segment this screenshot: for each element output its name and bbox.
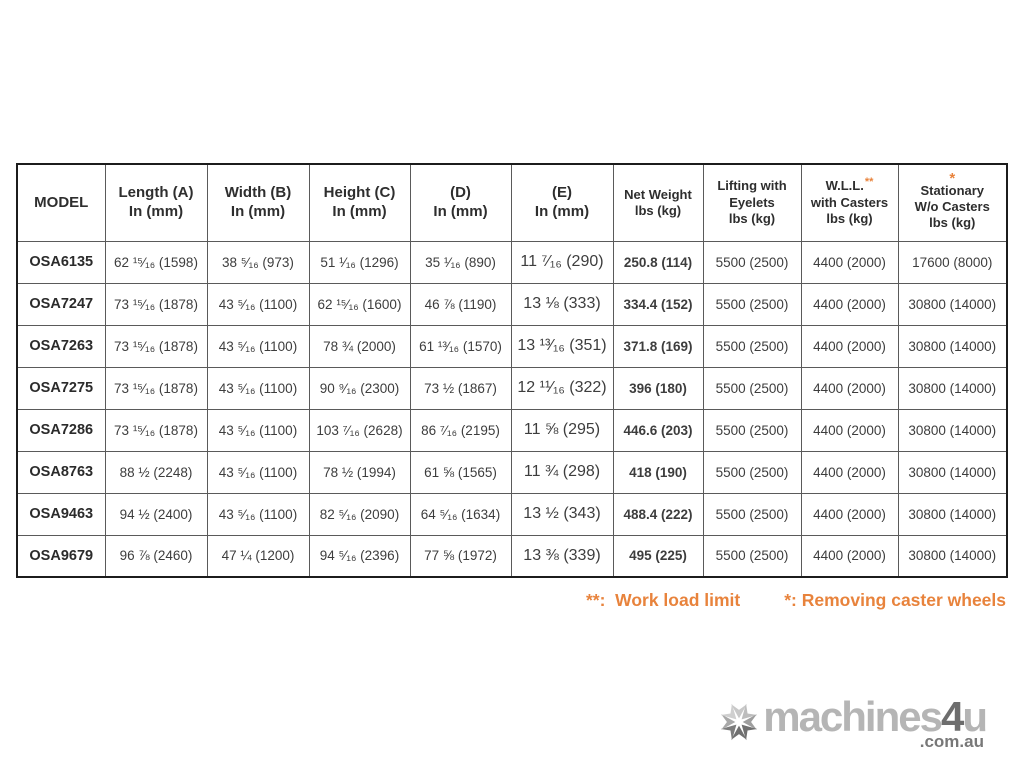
cell-model: OSA7275 [17, 367, 105, 409]
cell-model: OSA9679 [17, 535, 105, 577]
footnote-removing-caster-wheels: *: Removing caster wheels [784, 590, 1006, 610]
cell-height-c: 94 ⁵⁄₁₆ (2396) [309, 535, 410, 577]
header-cell-stationary: * Stationary W/o Casters lbs (kg) [898, 164, 1007, 241]
cell-lifting-eyelets: 5500 (2500) [703, 283, 801, 325]
cell-wll-casters: 4400 (2000) [801, 325, 898, 367]
cell-wll-casters: 4400 (2000) [801, 241, 898, 283]
cell-lifting-eyelets: 5500 (2500) [703, 493, 801, 535]
cell-stationary: 30800 (14000) [898, 535, 1007, 577]
cell-e: 13 ¹³⁄₁₆ (351) [511, 325, 613, 367]
header-cell-lifting-eyelets: Lifting with Eyelets lbs (kg) [703, 164, 801, 241]
logo-text-machines: machines [763, 693, 941, 740]
cell-model: OSA6135 [17, 241, 105, 283]
cell-e: 13 ⅛ (333) [511, 283, 613, 325]
cell-length-a: 73 ¹⁵⁄₁₆ (1878) [105, 325, 207, 367]
cell-d: 35 ¹⁄₁₆ (890) [410, 241, 511, 283]
cell-net-weight: 446.6 (203) [613, 409, 703, 451]
cell-width-b: 43 ⁵⁄₁₆ (1100) [207, 409, 309, 451]
table-row [17, 325, 1007, 367]
cell-length-a: 94 ½ (2400) [105, 493, 207, 535]
cell-d: 73 ½ (1867) [410, 367, 511, 409]
cell-net-weight: 250.8 (114) [613, 241, 703, 283]
snowflake-icon [718, 700, 760, 749]
cell-width-b: 43 ⁵⁄₁₆ (1100) [207, 283, 309, 325]
cell-model: OSA9463 [17, 493, 105, 535]
cell-length-a: 73 ¹⁵⁄₁₆ (1878) [105, 283, 207, 325]
table-row [17, 493, 1007, 535]
cell-length-a: 73 ¹⁵⁄₁₆ (1878) [105, 367, 207, 409]
cell-e: 11 ⅝ (295) [511, 409, 613, 451]
header-cell-net-weight: Net Weight lbs (kg) [613, 164, 703, 241]
machines4u-logo [718, 693, 986, 751]
cell-height-c: 78 ¾ (2000) [309, 325, 410, 367]
cell-net-weight: 488.4 (222) [613, 493, 703, 535]
cell-e: 11 ¾ (298) [511, 451, 613, 493]
cell-e: 11 ⁷⁄₁₆ (290) [511, 241, 613, 283]
header-cell-wll-casters: W.L.L.** with Casters lbs (kg) [801, 164, 898, 241]
cell-stationary: 30800 (14000) [898, 367, 1007, 409]
header-cell-width-b: Width (B) In (mm) [207, 164, 309, 241]
cell-stationary: 30800 (14000) [898, 283, 1007, 325]
cell-wll-casters: 4400 (2000) [801, 283, 898, 325]
cell-stationary: 30800 (14000) [898, 451, 1007, 493]
logo-domain: .com.au [919, 732, 984, 751]
cell-stationary: 30800 (14000) [898, 409, 1007, 451]
cell-stationary: 30800 (14000) [898, 493, 1007, 535]
header-cell-d: (D) In (mm) [410, 164, 511, 241]
cell-height-c: 51 ¹⁄₁₆ (1296) [309, 241, 410, 283]
cell-length-a: 62 ¹⁵⁄₁₆ (1598) [105, 241, 207, 283]
cell-d: 77 ⅝ (1972) [410, 535, 511, 577]
table-row [17, 535, 1007, 577]
cell-net-weight: 334.4 (152) [613, 283, 703, 325]
cell-height-c: 103 ⁷⁄₁₆ (2628) [309, 409, 410, 451]
header-cell-e: (E) In (mm) [511, 164, 613, 241]
cell-d: 61 ¹³⁄₁₆ (1570) [410, 325, 511, 367]
cell-model: OSA7263 [17, 325, 105, 367]
cell-wll-casters: 4400 (2000) [801, 493, 898, 535]
cell-stationary: 30800 (14000) [898, 325, 1007, 367]
cell-length-a: 88 ½ (2248) [105, 451, 207, 493]
cell-e: 12 ¹¹⁄₁₆ (322) [511, 367, 613, 409]
cell-width-b: 43 ⁵⁄₁₆ (1100) [207, 325, 309, 367]
cell-height-c: 82 ⁵⁄₁₆ (2090) [309, 493, 410, 535]
cell-height-c: 78 ½ (1994) [309, 451, 410, 493]
cell-width-b: 38 ⁵⁄₁₆ (973) [207, 241, 309, 283]
table-row [17, 283, 1007, 325]
cell-wll-casters: 4400 (2000) [801, 535, 898, 577]
cell-width-b: 47 ¼ (1200) [207, 535, 309, 577]
cell-d: 61 ⅝ (1565) [410, 451, 511, 493]
logo-text-u: u [962, 693, 986, 740]
cell-wll-casters: 4400 (2000) [801, 409, 898, 451]
cell-lifting-eyelets: 5500 (2500) [703, 325, 801, 367]
cell-net-weight: 396 (180) [613, 367, 703, 409]
cell-model: OSA7286 [17, 409, 105, 451]
cell-lifting-eyelets: 5500 (2500) [703, 451, 801, 493]
cell-model: OSA8763 [17, 451, 105, 493]
spec-table-body [17, 241, 1007, 577]
table-row [17, 451, 1007, 493]
cell-d: 46 ⅞ (1190) [410, 283, 511, 325]
cell-width-b: 43 ⁵⁄₁₆ (1100) [207, 493, 309, 535]
footnotes [16, 590, 1006, 611]
cell-stationary: 17600 (8000) [898, 241, 1007, 283]
spec-table [16, 163, 1008, 578]
cell-net-weight: 371.8 (169) [613, 325, 703, 367]
cell-d: 64 ⁵⁄₁₆ (1634) [410, 493, 511, 535]
spec-table-head-row [17, 164, 1007, 241]
cell-height-c: 62 ¹⁵⁄₁₆ (1600) [309, 283, 410, 325]
cell-width-b: 43 ⁵⁄₁₆ (1100) [207, 451, 309, 493]
cell-wll-casters: 4400 (2000) [801, 367, 898, 409]
cell-net-weight: 495 (225) [613, 535, 703, 577]
cell-net-weight: 418 (190) [613, 451, 703, 493]
header-cell-height-c: Height (C) In (mm) [309, 164, 410, 241]
cell-model: OSA7247 [17, 283, 105, 325]
cell-lifting-eyelets: 5500 (2500) [703, 535, 801, 577]
cell-height-c: 90 ⁹⁄₁₆ (2300) [309, 367, 410, 409]
table-row [17, 241, 1007, 283]
logo-text-4: 4 [940, 693, 963, 740]
cell-lifting-eyelets: 5500 (2500) [703, 409, 801, 451]
cell-wll-casters: 4400 (2000) [801, 451, 898, 493]
cell-length-a: 73 ¹⁵⁄₁₆ (1878) [105, 409, 207, 451]
logo-wordmark [763, 693, 986, 740]
table-row [17, 409, 1007, 451]
header-cell-model: MODEL [17, 164, 105, 241]
cell-lifting-eyelets: 5500 (2500) [703, 241, 801, 283]
cell-length-a: 96 ⅞ (2460) [105, 535, 207, 577]
asterisk-marker: * [949, 169, 956, 187]
header-cell-length-a: Length (A) In (mm) [105, 164, 207, 241]
table-row [17, 367, 1007, 409]
footnote-work-load-limit: **: Work load limit [585, 590, 741, 610]
cell-d: 86 ⁷⁄₁₆ (2195) [410, 409, 511, 451]
cell-e: 13 ⅜ (339) [511, 535, 613, 577]
cell-e: 13 ½ (343) [511, 493, 613, 535]
cell-width-b: 43 ⁵⁄₁₆ (1100) [207, 367, 309, 409]
asterisk-marker: ** [864, 176, 874, 189]
cell-lifting-eyelets: 5500 (2500) [703, 367, 801, 409]
